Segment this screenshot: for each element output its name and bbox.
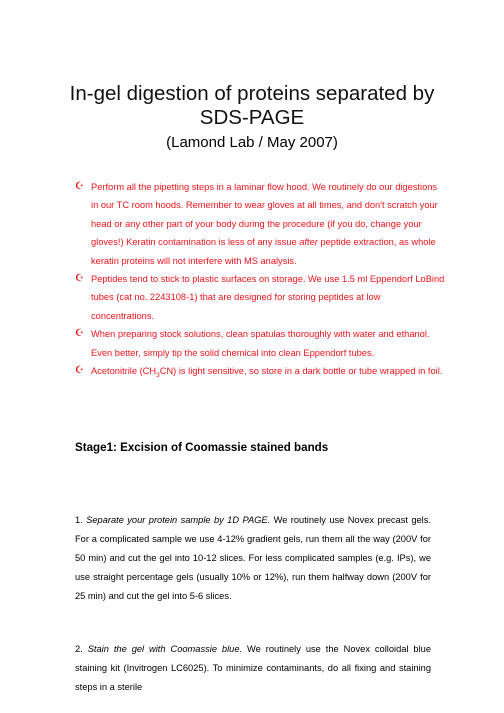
crescent-bullet-icon: ☪: [75, 181, 84, 192]
step-number: 1.: [75, 515, 87, 525]
step-body: We routinely use Novex precast gels. For a complicated sample we use 4-12% gradient gels, run them all the way (200V for 50 min) and cut the gel into 10-12 slices. For less complicated samples (e.g. IPs), we use straight percentage gels (usually 10% or 12%), run them halfway down (200V for 25 min) and cut the gel into 5-6 slices.: [75, 515, 431, 601]
step-lead: Stain the gel with Coomassie blue.: [87, 644, 243, 654]
note-emphasis: after: [299, 237, 318, 248]
precaution-item: [75, 325, 445, 362]
crescent-bullet-icon: ☪: [75, 365, 84, 377]
precaution-item: [75, 270, 445, 325]
precaution-item: [75, 178, 445, 270]
precautions-list: [75, 178, 445, 380]
note-text: Acetonitrile (CH: [91, 366, 157, 377]
note-text: When preparing stock solutions, clean spatulas thoroughly with water and ethanol. Even better, simply tip the solid chemical into clean Eppendorf tubes.: [91, 329, 430, 358]
note-text: Peptides tend to stick to plastic surfaces on storage. We use 1.5 ml Eppendorf LoBind tubes (cat no. 2243108-1) that are designed for storing peptides at low concentrations.: [91, 274, 445, 321]
step-body: We routinely use the Novex colloidal blue staining kit (Invitrogen LC6025). To minimize contaminants, do all fixing and staining steps in a sterile: [75, 644, 432, 692]
step-2-paragraph: [75, 640, 431, 697]
stage1-heading: Stage1: Excision of Coomassie stained bands: [75, 441, 329, 454]
note-text: CN) is light sensitive, so store in a dark bottle or tube wrapped in foil.: [159, 366, 443, 377]
crescent-bullet-icon: ☪: [75, 273, 84, 285]
note-text: Perform all the pipetting steps in a laminar flow hood. We routinely do our digestions in our TC room hoods. Remember to wear gloves at all times, and don't scratch your head or any other part of your body during the procedure (if you do, change your gloves!) Keratin contamination is less of any issue: [91, 182, 438, 248]
precaution-item: [75, 362, 445, 380]
note-text: peptide extraction, as whole keratin proteins will not interfere with MS analysis.: [91, 237, 436, 266]
crescent-bullet-icon: ☪: [75, 328, 84, 340]
title-line-1: In-gel digestion of proteins separated by: [69, 82, 435, 105]
subscript: 3: [156, 371, 160, 379]
step-number: 2.: [75, 644, 88, 654]
title-line-2: SDS-PAGE: [199, 106, 305, 129]
step-1-paragraph: [75, 511, 431, 606]
document-subtitle: (Lamond Lab / May 2007): [166, 134, 338, 151]
step-lead: Separate your protein sample by 1D PAGE.: [86, 515, 271, 525]
document-title: [0, 82, 504, 130]
